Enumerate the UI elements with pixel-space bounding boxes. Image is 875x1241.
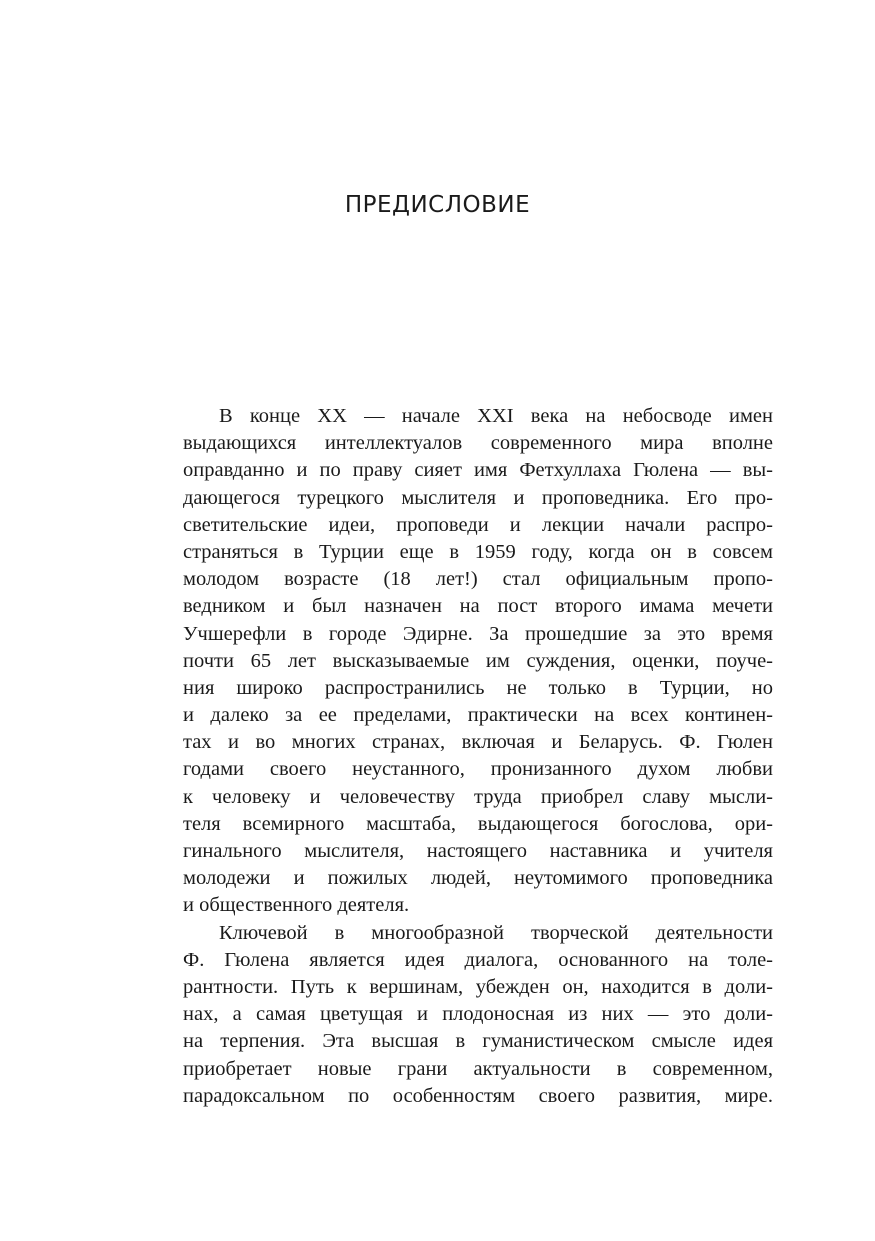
text-line: почти 65 лет высказываемые им суждения, оценки, поуче- — [183, 649, 773, 672]
body-text — [183, 403, 773, 1110]
text-line: дающегося турецкого мыслителя и проповедника. Его про- — [183, 486, 773, 509]
paragraph-2 — [183, 920, 773, 1110]
text-line: В конце XX — начале XXI века на небосводе имен — [219, 405, 773, 427]
text-line: приобретает новые грани актуальности в современном, — [183, 1057, 773, 1080]
text-line: на терпения. Эта высшая в гуманистическом смысле идея — [183, 1030, 773, 1053]
text-line: светительские идеи, проповеди и лекции начали распро- — [183, 513, 773, 536]
text-line: тах и во многих странах, включая и Беларусь. Ф. Гюлен — [183, 731, 773, 754]
text-line: гинального мыслителя, настоящего наставника и учителя — [183, 840, 773, 862]
text-line: к человеку и человечеству труда приобрел славу мысли- — [183, 785, 773, 808]
text-line: ведником и был назначен на пост второго имама мечети — [183, 595, 773, 618]
text-line: Ключевой в многообразной творческой деятельности — [219, 921, 773, 944]
chapter-heading: ПРЕДИСЛОВИЕ — [344, 192, 531, 218]
text-line: Учшерефли в городе Эдирне. За прошедшие за это время — [183, 622, 773, 645]
text-line: и общественного деятеля. — [183, 894, 410, 917]
paragraph-1 — [183, 403, 773, 920]
text-line: оправданно и по праву сияет имя Фетхуллаха Гюлена — вы- — [183, 459, 773, 482]
text-line: молодежи и пожилых людей, неутомимого проповедника — [183, 867, 773, 890]
text-line: молодом возрасте (18 лет!) стал официальным пропо- — [183, 568, 773, 591]
text-line: парадоксальном по особенностям своего развития, мире. — [183, 1084, 773, 1107]
text-line: выдающихся интеллектуалов современного мира вполне — [183, 432, 773, 455]
text-line: ния широко распространились не только в Турции, но — [183, 676, 773, 699]
text-line: теля всемирного масштаба, выдающегося богослова, ори- — [183, 812, 773, 835]
text-line: страняться в Турции еще в 1959 году, когда он в совсем — [183, 540, 773, 563]
text-line: рантности. Путь к вершинам, убежден он, находится в доли- — [183, 975, 773, 998]
text-line: годами своего неустанного, пронизанного духом любви — [183, 758, 773, 781]
text-line: Ф. Гюлена является идея диалога, основанного на толе- — [183, 948, 773, 971]
text-line: и далеко за ее пределами, практически на всех континен- — [183, 704, 773, 727]
text-line: нах, а самая цветущая и плодоносная из них — это доли- — [183, 1003, 773, 1026]
